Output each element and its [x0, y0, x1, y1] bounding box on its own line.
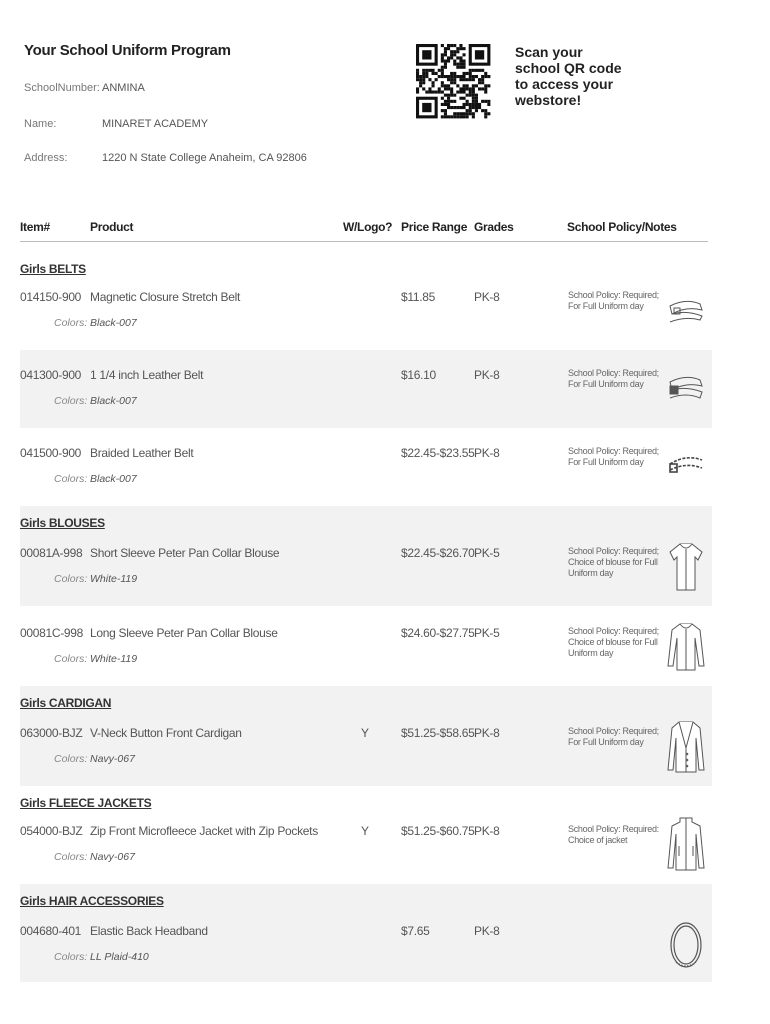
item-number: 00081C-998 [20, 626, 84, 640]
colors-label: Colors: [54, 473, 88, 485]
col-notes: School Policy/Notes [567, 220, 677, 234]
category-title: Girls FLEECE JACKETS [20, 796, 152, 810]
policy-note: School Policy: Required; Choice of blouse for Full Uniform day [568, 626, 659, 658]
section-cardigan[interactable] [20, 686, 712, 786]
policy-note: School Policy: Required; For Full Uniform day [568, 290, 659, 311]
school-number-label: SchoolNumber: [24, 82, 100, 94]
policy-note: School Policy: Required; For Full Uniform day [568, 446, 659, 467]
program-title: Your School Uniform Program [24, 42, 231, 59]
colors-value: Navy-067 [90, 851, 135, 863]
long-sleeve-blouse-icon [666, 620, 706, 676]
col-logo: W/Logo? [343, 220, 393, 234]
colors-value: Navy-067 [90, 753, 135, 765]
category-title: Girls BELTS [20, 262, 86, 276]
colors-label: Colors: [54, 753, 88, 765]
school-name-value: MINARET ACADEMY [102, 118, 209, 130]
item-number: 054000-BJZ [20, 824, 83, 838]
price-range: $22.45-$23.55 [401, 446, 475, 460]
school-address-value: 1220 N State College Anaheim, CA 92806 [102, 152, 307, 164]
product-name: Zip Front Microfleece Jacket with Zip Pockets [90, 824, 318, 838]
product-row[interactable] [20, 546, 712, 606]
col-product: Product [90, 220, 134, 234]
product-name: Short Sleeve Peter Pan Collar Blouse [90, 546, 280, 560]
product-row[interactable] [20, 606, 712, 686]
logo-flag: Y [361, 726, 369, 740]
price-range: $24.60-$27.75 [401, 626, 475, 640]
policy-note: School Policy: Required; For Full Uniform day [568, 368, 659, 389]
price-range: $51.25-$58.65 [401, 726, 475, 740]
short-sleeve-blouse-icon [666, 540, 706, 596]
colors-label: Colors: [54, 395, 88, 407]
school-number-value: ANMINA [102, 82, 145, 94]
product-name: V-Neck Button Front Cardigan [90, 726, 242, 740]
category-title: Girls BLOUSES [20, 516, 105, 530]
product-row[interactable] [20, 290, 712, 350]
qr-caption: Scan your school QR code to access your webstore! [515, 44, 622, 108]
program-header [24, 42, 231, 59]
policy-note: School Policy: Required: Choice of jacket [568, 824, 659, 845]
category-title: Girls HAIR ACCESSORIES [20, 894, 164, 908]
colors-label: Colors: [54, 653, 88, 665]
section-hair-accessories[interactable] [20, 884, 712, 982]
price-range: $51.25-$60.75 [401, 824, 475, 838]
item-number: 00081A-998 [20, 546, 83, 560]
grades: PK-8 [474, 368, 500, 382]
product-name: Magnetic Closure Stretch Belt [90, 290, 241, 304]
grades: PK-5 [474, 626, 500, 640]
grades: PK-8 [474, 824, 500, 838]
header-divider [20, 241, 708, 242]
product-row[interactable] [20, 824, 712, 884]
item-number: 063000-BJZ [20, 726, 83, 740]
colors-value: Black-007 [90, 473, 137, 485]
item-number: 041300-900 [20, 368, 82, 382]
colors-label: Colors: [54, 951, 88, 963]
cardigan-icon [666, 718, 706, 776]
price-range: $22.45-$26.70 [401, 546, 475, 560]
logo-flag: Y [361, 824, 369, 838]
qr-code[interactable] [416, 44, 492, 162]
section-blouses[interactable] [20, 506, 712, 606]
headband-icon [666, 916, 706, 974]
product-name: Braided Leather Belt [90, 446, 194, 460]
grades: PK-8 [474, 290, 500, 304]
item-number: 004680-401 [20, 924, 82, 938]
colors-label: Colors: [54, 573, 88, 585]
grades: PK-8 [474, 446, 500, 460]
product-row[interactable] [20, 924, 712, 984]
product-name: Long Sleeve Peter Pan Collar Blouse [90, 626, 278, 640]
school-address-label: Address: [24, 152, 68, 164]
colors-label: Colors: [54, 851, 88, 863]
section-fleece-jackets[interactable] [20, 786, 712, 884]
col-grades: Grades [474, 220, 514, 234]
category-title: Girls CARDIGAN [20, 696, 112, 710]
colors-label: Colors: [54, 317, 88, 329]
price-range: $16.10 [401, 368, 436, 382]
product-row[interactable] [20, 350, 712, 428]
item-number: 041500-900 [20, 446, 82, 460]
colors-value: White-119 [90, 653, 138, 665]
col-item: Item# [20, 220, 50, 234]
grades: PK-5 [474, 546, 500, 560]
jacket-icon [666, 816, 706, 874]
colors-value: Black-007 [90, 317, 137, 329]
school-name-label: Name: [24, 118, 57, 130]
product-row[interactable] [20, 428, 712, 506]
grades: PK-8 [474, 924, 500, 938]
product-name: 1 1/4 inch Leather Belt [90, 368, 204, 382]
belt-icon [666, 284, 706, 334]
col-price: Price Range [401, 220, 468, 234]
colors-value: LL Plaid-410 [90, 951, 149, 963]
product-row[interactable] [20, 726, 712, 786]
price-range: $11.85 [401, 290, 436, 304]
price-range: $7.65 [401, 924, 430, 938]
colors-value: Black-007 [90, 395, 137, 407]
grades: PK-8 [474, 726, 500, 740]
policy-note: School Policy: Required; For Full Uniform day [568, 726, 659, 747]
product-name: Elastic Back Headband [90, 924, 208, 938]
policy-note: School Policy: Required; Choice of blouse for Full Uniform day [568, 546, 659, 578]
item-number: 014150-900 [20, 290, 82, 304]
colors-value: White-119 [90, 573, 138, 585]
braided-belt-icon [666, 440, 706, 490]
belt-icon [666, 362, 706, 412]
